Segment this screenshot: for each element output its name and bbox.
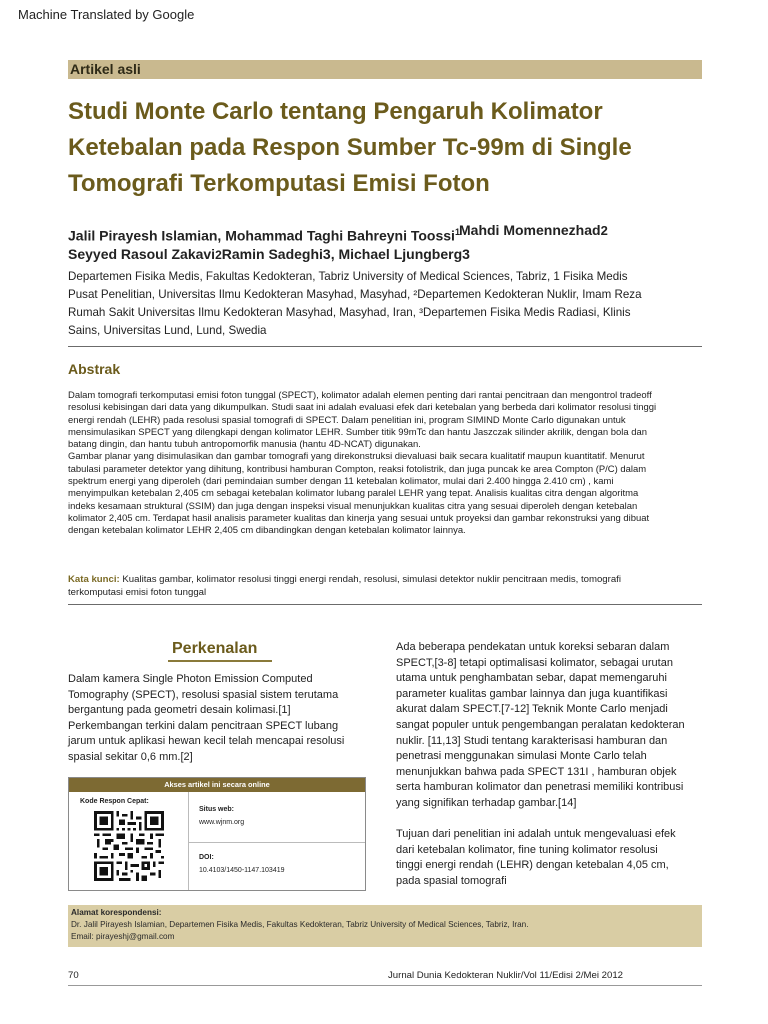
text-line: menunjukkan bahwa pada SPECT 131I , hamburan objek [396,765,677,778]
qr-code-icon [94,810,164,882]
right-column-p2 [396,827,706,889]
keywords-text: Kualitas gambar, kolimator resolusi tinggi energi rendah, resolusi, simulasi detektor nuklir pencitraan medis, tomografi [119,574,621,585]
abstract-line: spektrum energi yang diperoleh (dari pemindaian sumber dengan 11 ketebalan kolimator, mulai dari 2.400 hingga 2.410 cm) , kami [68,476,614,488]
right-column [396,640,706,812]
website-label: Situs web: [199,806,235,813]
text-line: utama untuk penghambatan sebar, dapat memengaruhi [396,672,667,685]
text-line: Perkembangan terkini dalam pencitraan SPECT lubang [68,719,339,732]
abstract-line: dengan ketebalan kolimator LEHR 2,405 cm dibandingkan dengan ketebalan kolimator lainnya. [68,525,466,537]
divider [189,842,365,843]
title-line: Tomografi Terkomputasi Emisi Foton [68,170,490,197]
affiliation-line: Pusat Penelitian, Universitas Ilmu Kedokteran Masyhad, Masyhad, ²Departemen Kedokteran Nuklir, Imam Reza [68,288,642,301]
correspondence-email[interactable]: Email: pirayeshj@gmail.com [71,932,175,941]
machine-translated-label: Machine Translated by Google [18,7,195,22]
affiliation-line: Sains, Universitas Lund, Lund, Swedia [68,324,267,337]
footer-rule [68,985,702,986]
intro-heading: Perkenalan [172,640,258,657]
abstract-line: Gambar planar yang disimulasikan dan gambar tomografi yang direkonstruksi dievaluasi baik secara kualitatif maupun kuantitatif. Menurut [68,451,645,463]
correspondence-label: Alamat korespondensi: [71,908,162,917]
text-line: sangat populer untuk pengembangan peralatan kedokteran [396,718,685,731]
keywords-text: terkomputasi emisi foton tunggal [68,586,207,598]
text-line: parameter kualitas gambar lainnya dan juga kuantifikasi [396,687,668,700]
text-line: Tujuan dari penelitian ini adalah untuk mengevaluasi efek [396,828,676,840]
text-line: nuklir. [11,13] Studi tentang karakterisasi hamburan dan [396,734,668,747]
text-line: serta hamburan kolimator dan penetrasi memiliki kontribusi [396,781,684,794]
text-line: bergantung pada geometri desain kolimasi.[1] [68,704,291,717]
text-line: dari ketebalan kolimator, fine tuning kolimator resolusi [396,843,658,856]
text-line: yang signifikan terhadap gambar.[14] [396,796,577,809]
qr-label: Kode Respon Cepat: [80,798,149,805]
online-access-header: Akses artikel ini secara online [69,778,365,792]
authors-line-1-extra [459,222,608,238]
authors-line-1 [68,227,460,244]
paper-title [68,94,708,202]
text-line: pada spasial tomografi [396,874,507,887]
abstract-line: mensimulasikan SPECT yang dilengkapi dengan kolimator LEHR. Sumber titik 99mTc dan hantu Jaszczak silinder akrilik, dengan bola dan [68,426,647,438]
author-name: Mahdi Momennezhad [459,222,601,238]
abstract-line: indeks kesamaan struktural (SSIM) dan juga dengan inspeksi visual menunjukkan kualitas citra yang sesuai diperoleh dengan ketebalan [68,500,638,512]
text-line: tinggi energi rendah (LEHR) dengan ketebalan 4,05 cm, [396,859,669,872]
divider [188,792,189,890]
author-sup: 2 [215,248,222,262]
abstract-heading: Abstrak [68,361,121,377]
author-name: Ramin Sadeghi3 [221,246,331,262]
abstract-line: resolusi kebisingan dari data yang dikumpulkan. Studi saat ini adalah evaluasi efek dari ketebalan yang berbeda dari kolimator resolusi tinggi [68,402,657,414]
journal-footer: Jurnal Dunia Kedokteran Nuklir/Vol 11/Edisi 2/Mei 2012 [388,970,623,981]
article-type-band [68,60,702,79]
website-link[interactable]: www.wjnm.org [199,819,245,826]
title-line: Studi Monte Carlo tentang Pengaruh Kolimator [68,98,603,125]
left-column [68,672,368,766]
abstract-line: menyimpulkan ketebalan 2,405 cm sebagai ketebalan kolimator lubang paralel LEHR yang tepat. Analisis kualitas citra dengan algoritma [68,488,639,500]
abstract-line: tabulasi parameter detektor yang dihitung, kontribusi hamburan Compton, reaksi fotolistrik, dan juga puncak ke area Compton (P/C) dalam [68,463,647,475]
text-line: Tomography (SPECT), resolusi spasial sistem terutama [68,688,339,701]
page-number: 70 [68,970,79,981]
authors-line-2: Seyyed Rasoul Zakavi2Ramin Sadeghi3, Michael Ljungberg3 [68,246,470,262]
text-line: akurat dalam SPECT.[7-12] Teknik Monte Carlo menjadi [396,703,668,716]
text-line: SPECT,[3-8] tetapi optimalisasi kolimator, sebagai urutan [396,656,673,669]
keywords [68,574,688,600]
author-sup: 2 [600,223,608,238]
correspondence-text: Dr. Jalil Pirayesh Islamian, Departemen Fisika Medis, Fakultas Kedokteran, Tabriz University of Medical Sciences, Tabriz, Iran. [71,920,529,929]
affiliation-line: Departemen Fisika Medis, Fakultas Kedokteran, Tabriz University of Medical Sciences, Tabriz, 1 Fisika Medis [68,270,628,283]
correspondence-box [68,905,702,947]
text-line: jarum untuk aplikasi hewan kecil telah mencapai resolusi [68,735,345,748]
divider [68,346,702,347]
title-line: Ketebalan pada Respon Sumber Tc-99m di Single [68,134,632,161]
doi-label: DOI: [199,854,214,861]
authors-names: Jalil Pirayesh Islamian, Mohammad Taghi Bahreyni Toossi [68,227,455,244]
divider [68,604,702,605]
author-name: Michael Ljungberg3 [338,246,470,262]
text-line: penetrasi menggunakan simulasi Monte Carlo telah [396,750,647,763]
article-type: Artikel asli [70,61,141,77]
author-name: Seyyed Rasoul Zakavi [68,246,216,262]
abstract-line: kolimator 2,405 cm. Terdapat hasil analisis parameter kualitas dan kinerja yang sesuai untuk proyeksi dan gambar rekonstruksi yang dibuat [68,512,650,524]
abstract-line: batang dingin, dan hantu tubuh antropomorfik manusia (hantu 4D-NCAT) digunakan. [68,439,421,451]
text-line: Ada beberapa pendekatan untuk koreksi sebaran dalam [396,641,670,653]
heading-underline [168,660,272,662]
online-access-box [68,777,366,891]
affiliation-line: Rumah Sakit Universitas Ilmu Kedokteran Masyhad, Masyhad, Iran, ³Departemen Fisika Medis Radiasi, Klinis [68,306,631,319]
abstract-line: energi rendah (LEHR) pada resolusi spasial tomografi di SPECT. Dalam penelitian ini, program SIMIND Monte Carlo digunakan untuk [68,414,626,426]
text-line: Dalam kamera Single Photon Emission Computed [68,673,313,685]
author-sup: 1 [454,227,460,237]
abstract-line: Dalam tomografi terkomputasi emisi foton tunggal (SPECT), kolimator adalah elemen penting dari rantai pencitraan dan mengontrol tradeoff [68,390,652,401]
doi-link[interactable]: 10.4103/1450-1147.103419 [199,867,285,874]
keywords-label: Kata kunci: [68,574,120,585]
abstract-body [68,390,700,538]
text-line: spasial sekitar 0,6 mm.[2] [68,750,193,763]
